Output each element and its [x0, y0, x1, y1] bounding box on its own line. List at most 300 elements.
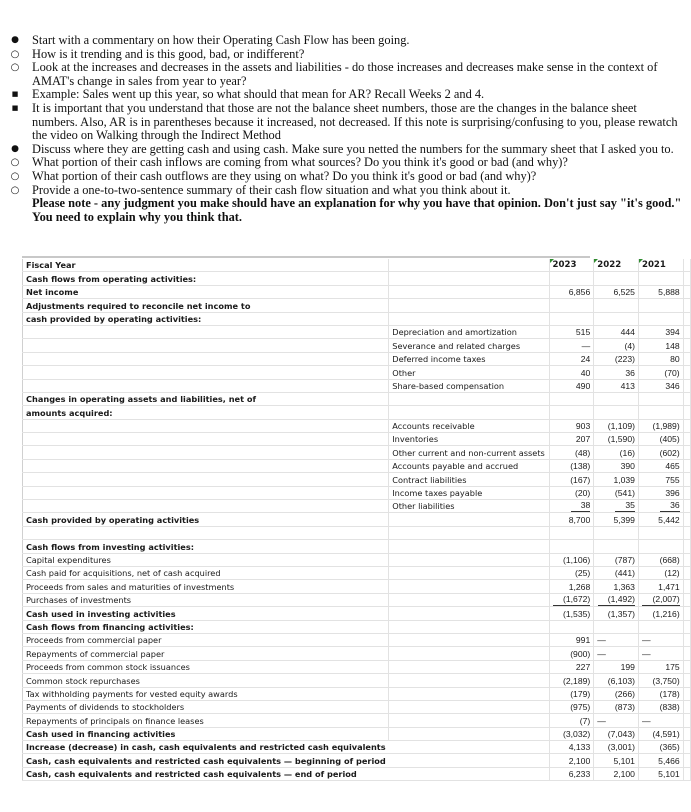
value-2021: (4,591) — [638, 727, 683, 740]
value-2022 — [594, 620, 639, 633]
value-2023: (138) — [549, 459, 594, 472]
row-label: Payments of dividends to stockholders — [23, 700, 389, 713]
instruction-text: Look at the increases and decreases in the assets and liabilities - do those increases and decreases make sense in the context of AMAT's change in sales from year to year? — [32, 60, 658, 88]
value-2021 — [638, 299, 683, 312]
table-row — [23, 727, 691, 740]
spacer-cell — [683, 339, 690, 352]
row-label — [23, 325, 389, 338]
square-bullet-icon: ■ — [11, 90, 19, 99]
value-2021 — [638, 526, 683, 539]
value-2022: 5,399 — [594, 513, 639, 526]
table-row — [23, 526, 691, 539]
table-row — [23, 433, 691, 446]
row-sublabel — [389, 299, 549, 312]
instruction-item — [0, 102, 691, 143]
row-label: Net income — [23, 285, 389, 298]
value-2023 — [549, 272, 594, 285]
table-row — [23, 660, 691, 673]
row-label — [23, 379, 389, 392]
row-label: Repayments of commercial paper — [23, 647, 389, 660]
spacer-cell — [683, 754, 690, 767]
row-sublabel — [389, 660, 549, 673]
value-2022: 35 — [594, 500, 639, 513]
value-2023: 991 — [549, 633, 594, 646]
value-2022 — [594, 272, 639, 285]
table-row — [23, 540, 691, 553]
spacer-cell — [683, 647, 690, 660]
table-row — [23, 352, 691, 365]
row-sublabel: Severance and related charges — [389, 339, 549, 352]
row-sublabel: Other liabilities — [389, 500, 549, 513]
value-2023: (1,535) — [549, 607, 594, 620]
instruction-item — [0, 143, 691, 157]
row-label: Adjustments required to reconcile net income to — [23, 299, 389, 312]
circle-bullet-icon: ○ — [10, 157, 20, 169]
spacer-cell — [683, 446, 690, 459]
value-2023: 38 — [549, 500, 594, 513]
row-sublabel — [389, 553, 549, 566]
spacer-cell — [683, 633, 690, 646]
table-row — [23, 459, 691, 472]
row-label: Cash, cash equivalents and restricted cash equivalents — beginning of period — [23, 754, 389, 767]
spacer-cell — [683, 767, 690, 780]
value-2022: 1,363 — [594, 580, 639, 593]
spacer-cell — [683, 352, 690, 365]
table-row — [23, 379, 691, 392]
row-sublabel — [389, 767, 549, 780]
value-2021 — [638, 620, 683, 633]
table-row — [23, 607, 691, 620]
row-label: Common stock repurchases — [23, 674, 389, 687]
value-2023 — [549, 540, 594, 553]
value-2021 — [638, 540, 683, 553]
instruction-item — [0, 170, 691, 184]
value-2021: (1,989) — [638, 419, 683, 432]
value-2022: (266) — [594, 687, 639, 700]
value-2023: (25) — [549, 566, 594, 579]
spacer-cell — [683, 272, 690, 285]
value-2022: (787) — [594, 553, 639, 566]
value-2022: 2,100 — [594, 767, 639, 780]
value-2021: 175 — [638, 660, 683, 673]
row-label: Tax withholding payments for vested equity awards — [23, 687, 389, 700]
value-2023: — — [549, 339, 594, 352]
table-row — [23, 513, 691, 526]
row-label: cash provided by operating activities: — [23, 312, 389, 325]
value-2021: 148 — [638, 339, 683, 352]
value-2023 — [549, 406, 594, 419]
spacer-cell — [683, 727, 690, 740]
value-2022: (4) — [594, 339, 639, 352]
row-label: Proceeds from commercial paper — [23, 633, 389, 646]
row-sublabel: Other — [389, 366, 549, 379]
value-2022: (16) — [594, 446, 639, 459]
value-2022: (541) — [594, 486, 639, 499]
row-label: Cash flows from investing activities: — [23, 540, 389, 553]
value-2023: (48) — [549, 446, 594, 459]
table-row — [23, 633, 691, 646]
table-row — [23, 500, 691, 513]
square-bullet-icon: ■ — [11, 103, 19, 112]
cash-flow-spreadsheet — [22, 259, 691, 781]
table-row — [23, 339, 691, 352]
value-2022: 413 — [594, 379, 639, 392]
row-sublabel — [389, 272, 549, 285]
value-2022: (1,590) — [594, 433, 639, 446]
row-sublabel — [389, 687, 549, 700]
spacer-cell — [683, 700, 690, 713]
value-2023: (167) — [549, 473, 594, 486]
spacer-cell — [683, 406, 690, 419]
instruction-text: Start with a commentary on how their Operating Cash Flow has been going. — [32, 33, 410, 47]
instruction-item — [0, 48, 691, 62]
value-2022: (3,001) — [594, 741, 639, 754]
value-2021 — [638, 312, 683, 325]
value-2022: 1,039 — [594, 473, 639, 486]
value-2022: — — [594, 647, 639, 660]
value-2022: (223) — [594, 352, 639, 365]
row-label — [23, 526, 389, 539]
table-row — [23, 741, 691, 754]
value-2021: — — [638, 714, 683, 727]
table-row — [23, 419, 691, 432]
row-label: Cash flows from operating activities: — [23, 272, 389, 285]
row-sublabel: Contract liabilities — [389, 473, 549, 486]
spacer-cell — [683, 366, 690, 379]
row-sublabel — [389, 633, 549, 646]
table-row — [23, 473, 691, 486]
circle-bullet-icon: ○ — [10, 170, 20, 182]
row-label: Cash used in financing activities — [23, 727, 389, 740]
row-label — [23, 459, 389, 472]
value-2022: 390 — [594, 459, 639, 472]
value-2023: 207 — [549, 433, 594, 446]
spacer-cell — [683, 419, 690, 432]
row-sublabel: Deferred income taxes — [389, 352, 549, 365]
table-row — [23, 593, 691, 606]
spacer-cell — [683, 607, 690, 620]
spacer-cell — [683, 513, 690, 526]
value-2022: (1,492) — [594, 593, 639, 606]
value-2021: (365) — [638, 741, 683, 754]
row-label: Cash, cash equivalents and restricted cash equivalents — end of period — [23, 767, 389, 780]
row-sublabel: Other current and non-current assets — [389, 446, 549, 459]
spacer-cell — [683, 553, 690, 566]
row-sublabel — [389, 620, 549, 633]
row-sublabel — [389, 513, 549, 526]
value-2023 — [549, 392, 594, 405]
row-label: Proceeds from common stock issuances — [23, 660, 389, 673]
cash-flow-table — [22, 259, 691, 781]
value-2021: 5,442 — [638, 513, 683, 526]
row-sublabel — [389, 580, 549, 593]
instruction-item — [0, 184, 691, 198]
table-row — [23, 299, 691, 312]
value-2023: 6,856 — [549, 285, 594, 298]
spacer-cell — [683, 312, 690, 325]
value-2022: (6,103) — [594, 674, 639, 687]
row-sublabel — [389, 674, 549, 687]
value-2021: 5,101 — [638, 767, 683, 780]
row-label: Cash used in investing activities — [23, 607, 389, 620]
value-2022: (1,357) — [594, 607, 639, 620]
table-row — [23, 580, 691, 593]
value-2021: (70) — [638, 366, 683, 379]
row-label: Capital expenditures — [23, 553, 389, 566]
value-2023: (975) — [549, 700, 594, 713]
row-sublabel — [389, 593, 549, 606]
spacer-cell — [683, 674, 690, 687]
value-2023: (900) — [549, 647, 594, 660]
row-sublabel: Income taxes payable — [389, 486, 549, 499]
table-row — [23, 272, 691, 285]
value-2023: (1,106) — [549, 553, 594, 566]
table-row — [23, 406, 691, 419]
instruction-text: How is it trending and is this good, bad, or indifferent? — [32, 46, 305, 61]
instruction-text: What portion of their cash inflows are coming from what sources? Do you think it's good or bad (and why)? — [32, 155, 568, 170]
spacer-cell — [683, 741, 690, 754]
value-2023 — [549, 526, 594, 539]
row-label: Proceeds from sales and maturities of investments — [23, 580, 389, 593]
spacer-cell — [683, 299, 690, 312]
row-label — [23, 446, 389, 459]
table-row — [23, 446, 691, 459]
value-2023: 6,233 — [549, 767, 594, 780]
cell-flag-icon — [639, 259, 643, 263]
row-label: Cash flows from financing activities: — [23, 620, 389, 633]
spacer-cell — [683, 392, 690, 405]
instruction-item — [0, 61, 691, 88]
table-row — [23, 767, 691, 780]
bullet-bullet-icon: ● — [11, 143, 19, 154]
row-sublabel — [389, 647, 549, 660]
value-2022: (1,109) — [594, 419, 639, 432]
table-row — [23, 566, 691, 579]
value-2021: (838) — [638, 700, 683, 713]
spacer-cell — [683, 433, 690, 446]
row-sublabel: Depreciation and amortization — [389, 325, 549, 338]
value-2022: 6,525 — [594, 285, 639, 298]
row-sublabel — [389, 700, 549, 713]
circle-bullet-icon: ○ — [10, 62, 20, 74]
row-sublabel — [389, 714, 549, 727]
row-sublabel: Share-based compensation — [389, 379, 549, 392]
value-2021: 36 — [638, 500, 683, 513]
row-label: Increase (decrease) in cash, cash equivalents and restricted cash equivalents — [23, 741, 389, 754]
value-2023: 8,700 — [549, 513, 594, 526]
spacer-cell — [683, 285, 690, 298]
table-row — [23, 312, 691, 325]
value-2021: (602) — [638, 446, 683, 459]
row-label — [23, 366, 389, 379]
value-2023: (1,672) — [549, 593, 594, 606]
spacer-cell — [683, 486, 690, 499]
spacer-cell — [683, 620, 690, 633]
value-2021: (12) — [638, 566, 683, 579]
value-2022: (441) — [594, 566, 639, 579]
value-2021 — [638, 272, 683, 285]
table-row — [23, 647, 691, 660]
value-2021: 465 — [638, 459, 683, 472]
value-2023 — [549, 299, 594, 312]
row-label: Purchases of investments — [23, 593, 389, 606]
fiscal-year-label: Fiscal Year — [23, 259, 389, 272]
instruction-text: Discuss where they are getting cash and using cash. Make sure you netted the numbers for the summary sheet that I asked you to. — [32, 141, 674, 156]
spacer-cell — [683, 566, 690, 579]
table-row — [23, 754, 691, 767]
bullet-bullet-icon: ● — [11, 35, 19, 45]
value-2023 — [549, 620, 594, 633]
circle-bullet-icon: ○ — [10, 184, 20, 196]
spacer-cell — [683, 714, 690, 727]
row-sublabel — [389, 526, 549, 539]
value-2022: — — [594, 633, 639, 646]
value-2021: 394 — [638, 325, 683, 338]
value-2022 — [594, 299, 639, 312]
value-2021: (3,750) — [638, 674, 683, 687]
sheet-top-border — [22, 256, 590, 258]
row-sublabel — [389, 741, 549, 754]
value-2022: 444 — [594, 325, 639, 338]
value-2022 — [594, 406, 639, 419]
spacer-cell — [683, 500, 690, 513]
value-2023: 4,133 — [549, 741, 594, 754]
row-sublabel — [389, 566, 549, 579]
value-2021: (178) — [638, 687, 683, 700]
spacer-cell — [683, 580, 690, 593]
table-row — [23, 714, 691, 727]
row-sublabel — [389, 754, 549, 767]
value-2023: (7) — [549, 714, 594, 727]
table-row — [23, 325, 691, 338]
row-sublabel — [389, 312, 549, 325]
value-2023: (2,189) — [549, 674, 594, 687]
value-2023: 227 — [549, 660, 594, 673]
value-2021: — — [638, 647, 683, 660]
row-label — [23, 419, 389, 432]
value-2021: 346 — [638, 379, 683, 392]
value-2023: (20) — [549, 486, 594, 499]
value-2022 — [594, 526, 639, 539]
table-row — [23, 553, 691, 566]
spacer-cell — [683, 379, 690, 392]
row-label: Repayments of principals on finance leases — [23, 714, 389, 727]
spacer-cell — [683, 459, 690, 472]
row-label: Cash paid for acquisitions, net of cash acquired — [23, 566, 389, 579]
value-2022 — [594, 312, 639, 325]
value-2021 — [638, 392, 683, 405]
cell-flag-icon — [550, 259, 554, 263]
table-row — [23, 486, 691, 499]
year-2021: 2021 — [638, 259, 683, 272]
value-2021: 80 — [638, 352, 683, 365]
spacer-cell — [683, 473, 690, 486]
value-2021: (2,007) — [638, 593, 683, 606]
value-2021: 5,466 — [638, 754, 683, 767]
year-2022: 2022 — [594, 259, 639, 272]
row-label — [23, 352, 389, 365]
instruction-item — [0, 34, 691, 48]
value-2021 — [638, 406, 683, 419]
row-sublabel — [389, 727, 549, 740]
row-sublabel — [389, 406, 549, 419]
row-label — [23, 433, 389, 446]
instruction-text: Please note - any judgment you make should have an explanation for why you have that opinion. Don't just say "it's good." You need to explain why you think that. — [32, 196, 682, 224]
row-sublabel — [389, 607, 549, 620]
spacer-cell — [683, 540, 690, 553]
value-2021: 396 — [638, 486, 683, 499]
row-sublabel — [389, 540, 549, 553]
value-2022: 199 — [594, 660, 639, 673]
spacer-cell — [683, 526, 690, 539]
value-2023: 2,100 — [549, 754, 594, 767]
value-2021: 5,888 — [638, 285, 683, 298]
table-row — [23, 700, 691, 713]
value-2023: (3,032) — [549, 727, 594, 740]
value-2021: (668) — [638, 553, 683, 566]
row-label: amounts acquired: — [23, 406, 389, 419]
value-2023: (179) — [549, 687, 594, 700]
instruction-text: Provide a one-to-two-sentence summary of their cash flow situation and what you think about it. — [32, 182, 511, 197]
value-2023 — [549, 312, 594, 325]
value-2022 — [594, 392, 639, 405]
row-label: Cash provided by operating activities — [23, 513, 389, 526]
cell-flag-icon — [594, 259, 598, 263]
value-2021: 755 — [638, 473, 683, 486]
value-2021: (1,216) — [638, 607, 683, 620]
spacer-cell — [683, 593, 690, 606]
value-2021: (405) — [638, 433, 683, 446]
instruction-text: It is important that you understand that those are not the balance sheet numbers, those are the changes in the balance sheet numbers. Also, AR is in parentheses because it increased, not decreased. If this note is surprising/confusing to you, please rewatch the video on Walking through the Indirect Method — [32, 100, 678, 143]
row-sublabel — [389, 285, 549, 298]
spacer-cell — [683, 325, 690, 338]
spacer-cell — [683, 687, 690, 700]
table-row — [23, 620, 691, 633]
row-sublabel: Accounts payable and accrued — [389, 459, 549, 472]
year-2023: 2023 — [549, 259, 594, 272]
value-2023: 515 — [549, 325, 594, 338]
instruction-text: Example: Sales went up this year, so what should that mean for AR? Recall Weeks 2 and 4. — [32, 87, 485, 102]
table-row — [23, 687, 691, 700]
row-label — [23, 486, 389, 499]
assignment-instructions — [0, 34, 691, 224]
value-2022: 36 — [594, 366, 639, 379]
instruction-item — [0, 88, 691, 102]
value-2023: 40 — [549, 366, 594, 379]
row-label: Changes in operating assets and liabilities, net of — [23, 392, 389, 405]
row-label — [23, 473, 389, 486]
value-2023: 490 — [549, 379, 594, 392]
spacer-cell — [683, 660, 690, 673]
row-label — [23, 339, 389, 352]
value-2023: 1,268 — [549, 580, 594, 593]
value-2023: 903 — [549, 419, 594, 432]
value-2022: 5,101 — [594, 754, 639, 767]
row-sublabel: Inventories — [389, 433, 549, 446]
value-2023: 24 — [549, 352, 594, 365]
row-label — [23, 500, 389, 513]
table-row — [23, 674, 691, 687]
value-2022: (873) — [594, 700, 639, 713]
table-row — [23, 392, 691, 405]
value-2021: 1,471 — [638, 580, 683, 593]
instruction-item — [0, 156, 691, 170]
header-row — [23, 259, 691, 272]
row-sublabel — [389, 392, 549, 405]
table-row — [23, 366, 691, 379]
value-2022 — [594, 540, 639, 553]
row-sublabel: Accounts receivable — [389, 419, 549, 432]
